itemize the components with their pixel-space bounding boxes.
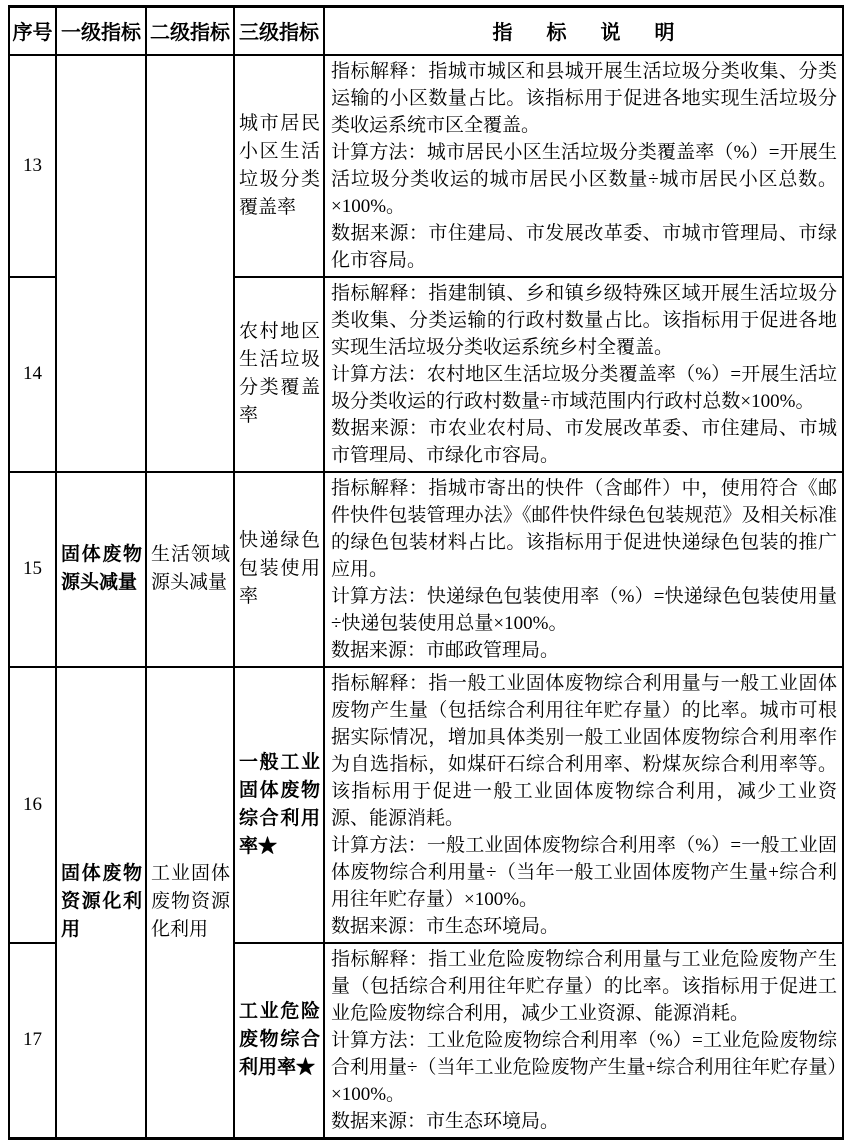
desc-source: 数据来源：市住建局、市发展改革委、市城市管理局、市绿化市容局。	[331, 222, 837, 271]
header-col-description: 指标说明	[324, 7, 843, 55]
desc-method: 计算方法：快递绿色包装使用率（%）=快递绿色包装使用量÷快递包装使用总量×100%。	[331, 585, 837, 634]
desc-source: 数据来源：市农业农村局、市发展改革委、市住建局、市城市管理局、市绿化市容局。	[331, 417, 837, 466]
header-col-level2: 二级指标	[146, 7, 234, 55]
desc-method: 计算方法：一般工业固体废物综合利用率（%）=一般工业固体废物综合利用量÷（当年一般工业固体废物产生量+综合利用往年贮存量）×100%。	[331, 834, 837, 910]
header-col-no: 序号	[9, 7, 56, 55]
level3-indicator: 一般工业固体废物综合利用率★	[234, 667, 324, 943]
table-row-15	[9, 472, 843, 667]
desc-source: 数据来源：市生态环境局。	[331, 915, 560, 937]
header-col-level3: 三级指标	[234, 7, 324, 55]
indicator-description	[324, 277, 843, 472]
level3-indicator: 城市居民小区生活垃圾分类覆盖率	[234, 55, 324, 277]
header-row	[9, 7, 843, 55]
header-col-level1: 一级指标	[56, 7, 146, 55]
row-number: 17	[9, 943, 56, 1139]
level1-indicator: 固体废物源头减量	[56, 472, 146, 667]
indicator-description	[324, 472, 843, 667]
level1-indicator-empty	[56, 55, 146, 472]
level2-indicator: 工业固体废物资源化利用	[146, 667, 234, 1139]
desc-explain: 指标解释：指一般工业固体废物综合利用量与一般工业固体废物产生量（包括综合利用往年贮存量）的比率。城市可根据实际情况，增加具体类别一般工业固体废物综合利用率作为自选指标，如煤矸石综合利用率、粉煤灰综合利用率等。该指标用于促进一般工业固体废物综合利用，减少工业资源、能源消耗。	[331, 672, 837, 829]
desc-method: 计算方法：城市居民小区生活垃圾分类覆盖率（%）=开展生活垃圾分类收运的城市居民小区数量÷城市居民小区总数。×100%。	[331, 141, 837, 217]
indicator-table	[8, 5, 844, 1140]
row-number: 13	[9, 55, 56, 277]
desc-explain: 指标解释：指城市寄出的快件（含邮件）中，使用符合《邮件快件包装管理办法》《邮件快件绿色包装规范》及相关标准的绿色包装材料占比。该指标用于促进快递绿色包装的推广应用。	[331, 477, 837, 580]
desc-explain: 指标解释：指城市城区和县城开展生活垃圾分类收集、分类运输的小区数量占比。该指标用于促进各地实现生活垃圾分类收运系统市区全覆盖。	[331, 60, 837, 136]
level1-indicator: 固体废物资源化利用	[56, 667, 146, 1139]
desc-explain: 指标解释：指建制镇、乡和镇乡级特殊区域开展生活垃圾分类收集、分类运输的行政村数量占比。该指标用于促进各地实现生活垃圾分类收运系统乡村全覆盖。	[331, 282, 837, 358]
desc-method: 计算方法：农村地区生活垃圾分类覆盖率（%）=开展生活垃圾分类收运的行政村数量÷市域范围内行政村总数×100%。	[331, 363, 837, 412]
level3-indicator: 农村地区生活垃圾分类覆盖率	[234, 277, 324, 472]
table-row-16	[9, 667, 843, 943]
indicator-description	[324, 55, 843, 277]
level2-indicator: 生活领域源头减量	[146, 472, 234, 667]
level3-indicator: 快递绿色包装使用率	[234, 472, 324, 667]
row-number: 14	[9, 277, 56, 472]
desc-explain: 指标解释：指工业危险废物综合利用量与工业危险废物产生量（包括综合利用往年贮存量）的比率。该指标用于促进工业危险废物综合利用，减少工业资源、能源消耗。	[331, 948, 837, 1024]
level3-indicator: 工业危险废物综合利用率★	[234, 943, 324, 1139]
row-number: 16	[9, 667, 56, 943]
indicator-description	[324, 943, 843, 1139]
desc-method: 计算方法：工业危险废物综合利用率（%）=工业危险废物综合利用量÷（当年工业危险废物产生量+综合利用往年贮存量）×100%。	[331, 1029, 837, 1105]
row-number: 15	[9, 472, 56, 667]
level2-indicator-empty	[146, 55, 234, 472]
desc-source: 数据来源：市邮政管理局。	[331, 639, 560, 661]
table-row-13	[9, 55, 843, 277]
desc-source: 数据来源：市生态环境局。	[331, 1110, 560, 1132]
indicator-description	[324, 667, 843, 943]
